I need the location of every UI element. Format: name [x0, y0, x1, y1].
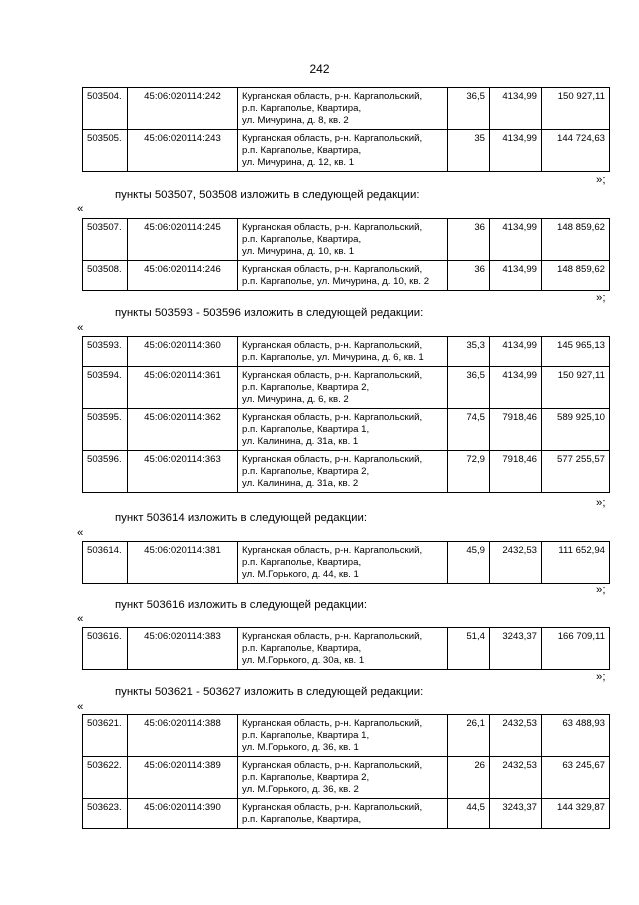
row-number: 503614. [83, 542, 128, 584]
total-value: 150 927,11 [542, 367, 610, 409]
opening-quote: « [77, 527, 84, 539]
row-number: 503621. [83, 715, 128, 757]
total-value: 166 709,11 [542, 628, 610, 670]
closing-quote: »; [596, 671, 606, 683]
total-value: 144 329,87 [542, 799, 610, 829]
row-number: 503596. [83, 451, 128, 493]
area: 35,3 [448, 337, 490, 367]
cadastral-number: 45:06:020114:242 [128, 88, 238, 130]
row-number: 503622. [83, 757, 128, 799]
row-number: 503595. [83, 409, 128, 451]
section-heading: пункт 503614 изложить в следующей редакции: [115, 512, 367, 524]
table-section-2 [82, 336, 610, 493]
cadastral-number: 45:06:020114:360 [128, 337, 238, 367]
table-row [83, 130, 610, 172]
table-section-3 [82, 541, 610, 584]
section-heading: пункт 503616 изложить в следующей редакции: [115, 599, 367, 611]
cadastral-number: 45:06:020114:363 [128, 451, 238, 493]
row-number: 503507. [83, 219, 128, 261]
total-value: 148 859,62 [542, 261, 610, 291]
unit-price: 3243,37 [490, 628, 542, 670]
table-section-1 [82, 218, 610, 291]
cadastral-number: 45:06:020114:361 [128, 367, 238, 409]
table-row [83, 799, 610, 829]
table-row [83, 757, 610, 799]
unit-price: 4134,99 [490, 219, 542, 261]
cadastral-number: 45:06:020114:245 [128, 219, 238, 261]
table-section-0 [82, 87, 610, 172]
total-value: 63 245,67 [542, 757, 610, 799]
page-number: 242 [309, 62, 330, 76]
table-row [83, 88, 610, 130]
table-row [83, 219, 610, 261]
opening-quote: « [77, 203, 84, 215]
table-row [83, 409, 610, 451]
table-row [83, 715, 610, 757]
row-number: 503593. [83, 337, 128, 367]
address: Курганская область, р-н. Каргапольский, р.п. Каргаполье, Квартира, ул. М.Горького, д. 44, кв. 1 [238, 542, 448, 584]
total-value: 63 488,93 [542, 715, 610, 757]
area: 26 [448, 757, 490, 799]
cadastral-number: 45:06:020114:388 [128, 715, 238, 757]
total-value: 589 925,10 [542, 409, 610, 451]
area: 44,5 [448, 799, 490, 829]
closing-quote: »; [596, 584, 606, 596]
table-row [83, 628, 610, 670]
address: Курганская область, р-н. Каргапольский, р.п. Каргаполье, Квартира 2, ул. Калинина, д. 31а, кв. 2 [238, 451, 448, 493]
cadastral-number: 45:06:020114:381 [128, 542, 238, 584]
table-row [83, 451, 610, 493]
address: Курганская область, р-н. Каргапольский, р.п. Каргаполье, Квартира, ул. Мичурина, д. 10, кв. 1 [238, 219, 448, 261]
address: Курганская область, р-н. Каргапольский, р.п. Каргаполье, Квартира, [238, 799, 448, 829]
table-section-5 [82, 714, 610, 829]
section-heading: пункты 503621 - 503627 изложить в следующей редакции: [115, 686, 424, 698]
total-value: 145 965,13 [542, 337, 610, 367]
unit-price: 4134,99 [490, 261, 542, 291]
opening-quote: « [77, 701, 84, 713]
cadastral-number: 45:06:020114:243 [128, 130, 238, 172]
table-section-4 [82, 627, 610, 670]
opening-quote: « [77, 613, 84, 625]
cadastral-number: 45:06:020114:389 [128, 757, 238, 799]
area: 36 [448, 261, 490, 291]
address: Курганская область, р-н. Каргапольский, р.п. Каргаполье, ул. Мичурина, д. 6, кв. 1 [238, 337, 448, 367]
address: Курганская область, р-н. Каргапольский, р.п. Каргаполье, Квартира, ул. Мичурина, д. 12, кв. 1 [238, 130, 448, 172]
total-value: 144 724,63 [542, 130, 610, 172]
row-number: 503616. [83, 628, 128, 670]
row-number: 503505. [83, 130, 128, 172]
address: Курганская область, р-н. Каргапольский, р.п. Каргаполье, ул. Мичурина, д. 10, кв. 2 [238, 261, 448, 291]
row-number: 503623. [83, 799, 128, 829]
total-value: 111 652,94 [542, 542, 610, 584]
unit-price: 2432,53 [490, 757, 542, 799]
opening-quote: « [77, 322, 84, 334]
area: 36 [448, 219, 490, 261]
total-value: 577 255,57 [542, 451, 610, 493]
area: 45,9 [448, 542, 490, 584]
address: Курганская область, р-н. Каргапольский, р.п. Каргаполье, Квартира 1, ул. М.Горького, д. 36, кв. 1 [238, 715, 448, 757]
area: 51,4 [448, 628, 490, 670]
row-number: 503504. [83, 88, 128, 130]
address: Курганская область, р-н. Каргапольский, р.п. Каргаполье, Квартира 2, ул. Мичурина, д. 6, кв. 2 [238, 367, 448, 409]
table-row [83, 337, 610, 367]
total-value: 150 927,11 [542, 88, 610, 130]
address: Курганская область, р-н. Каргапольский, р.п. Каргаполье, Квартира, ул. Мичурина, д. 8, кв. 2 [238, 88, 448, 130]
unit-price: 3243,37 [490, 799, 542, 829]
row-number: 503508. [83, 261, 128, 291]
table-row [83, 542, 610, 584]
unit-price: 4134,99 [490, 130, 542, 172]
unit-price: 2432,53 [490, 542, 542, 584]
cadastral-number: 45:06:020114:390 [128, 799, 238, 829]
section-heading: пункты 503507, 503508 изложить в следующей редакции: [115, 189, 420, 201]
unit-price: 7918,46 [490, 451, 542, 493]
unit-price: 4134,99 [490, 337, 542, 367]
cadastral-number: 45:06:020114:246 [128, 261, 238, 291]
cadastral-number: 45:06:020114:362 [128, 409, 238, 451]
row-number: 503594. [83, 367, 128, 409]
address: Курганская область, р-н. Каргапольский, р.п. Каргаполье, Квартира 2, ул. М.Горького, д. 36, кв. 2 [238, 757, 448, 799]
area: 72,9 [448, 451, 490, 493]
unit-price: 2432,53 [490, 715, 542, 757]
section-heading: пункты 503593 - 503596 изложить в следующей редакции: [115, 307, 424, 319]
unit-price: 7918,46 [490, 409, 542, 451]
area: 36,5 [448, 88, 490, 130]
address: Курганская область, р-н. Каргапольский, р.п. Каргаполье, Квартира 1, ул. Калинина, д. 31а, кв. 1 [238, 409, 448, 451]
cadastral-number: 45:06:020114:383 [128, 628, 238, 670]
unit-price: 4134,99 [490, 367, 542, 409]
area: 26,1 [448, 715, 490, 757]
area: 35 [448, 130, 490, 172]
total-value: 148 859,62 [542, 219, 610, 261]
table-row [83, 367, 610, 409]
unit-price: 4134,99 [490, 88, 542, 130]
area: 36,5 [448, 367, 490, 409]
table-row [83, 261, 610, 291]
closing-quote: »; [596, 292, 606, 304]
address: Курганская область, р-н. Каргапольский, р.п. Каргаполье, Квартира, ул. М.Горького, д. 30а, кв. 1 [238, 628, 448, 670]
closing-quote: »; [596, 497, 606, 509]
area: 74,5 [448, 409, 490, 451]
closing-quote: »; [596, 174, 606, 186]
